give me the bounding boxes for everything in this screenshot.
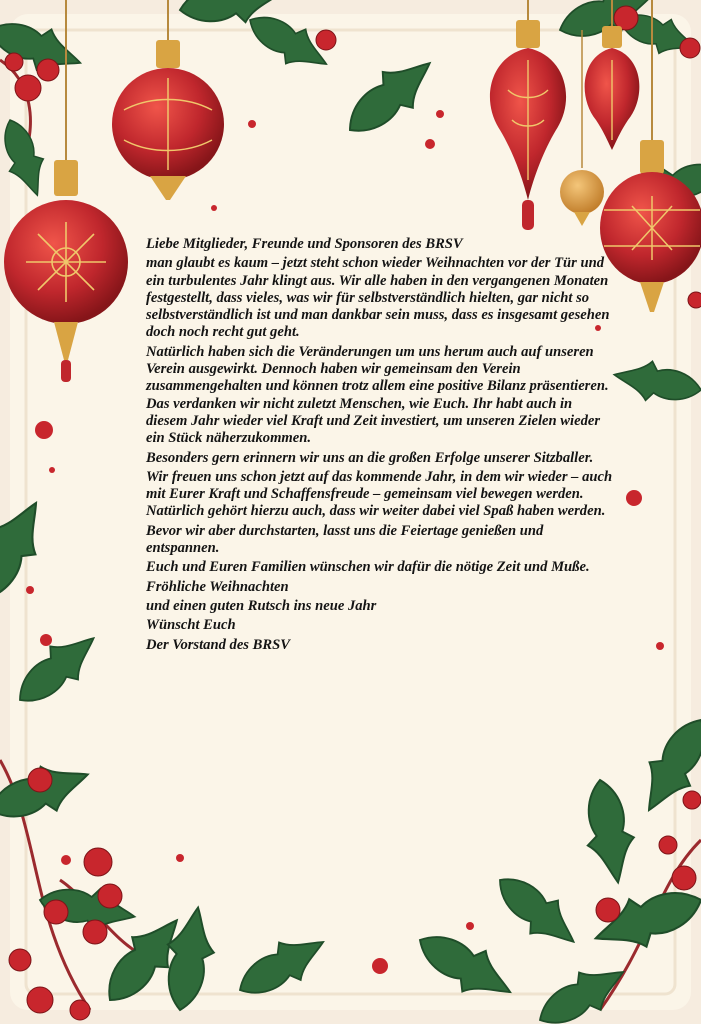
paragraph-5: Bevor wir aber durchstarten, lasst uns die Feiertage genießen und entspannen.: [146, 522, 544, 557]
closing-sender-line: Wünscht Euch: [146, 617, 236, 634]
closing-greeting: Fröhliche Weihnachten: [146, 578, 289, 595]
closing-wish: und einen guten Rutsch ins neue Jahr: [146, 597, 377, 614]
letter-text: [146, 236, 616, 656]
paragraph-3: Besonders gern erinnern wir uns an die großen Erfolge unserer Sitzballer.: [146, 449, 594, 466]
signature: Der Vorstand des BRSV: [146, 636, 290, 653]
paragraph-2: Natürlich haben sich die Veränderungen um uns herum auch auf unseren Verein ausgewirkt. Dennoch haben wir gemeinsam den Verein zusammengehalten und können trotz allem eine positive Bilanz präsentieren. Das verdanken wir nicht zuletzt Menschen, wie Euch. Ihr habt auch in diesem Jahr wieder viel Kraft und Zeit investiert, um unseren Zielen wieder ein Stück näherzukommen.: [146, 343, 609, 447]
paragraph-4: Wir freuen uns schon jetzt auf das kommende Jahr, in dem wir wieder – auch mit Eurer Kraft und Schaffensfreude – gemeinsam viel bewegen werden. Natürlich gehört hierzu auch, dass wir weiter dabei viel Spaß haben werden.: [146, 468, 613, 520]
paragraph-1: man glaubt es kaum – jetzt steht schon wieder Weihnachten vor der Tür und ein turbulentes Jahr klingt aus. Wir alle haben in den vergangenen Monaten festgestellt, dass vieles, was wir für selbstverständlich hielten, gar nicht so selbstverständlich ist und man dankbar sein muss, dass es insgesamt gesehen doch noch recht gut geht.: [146, 255, 610, 341]
salutation: Liebe Mitglieder, Freunde und Sponsoren des BRSV: [146, 236, 463, 252]
paragraph-6: Euch und Euren Familien wünschen wir dafür die nötige Zeit und Muße.: [146, 559, 590, 576]
